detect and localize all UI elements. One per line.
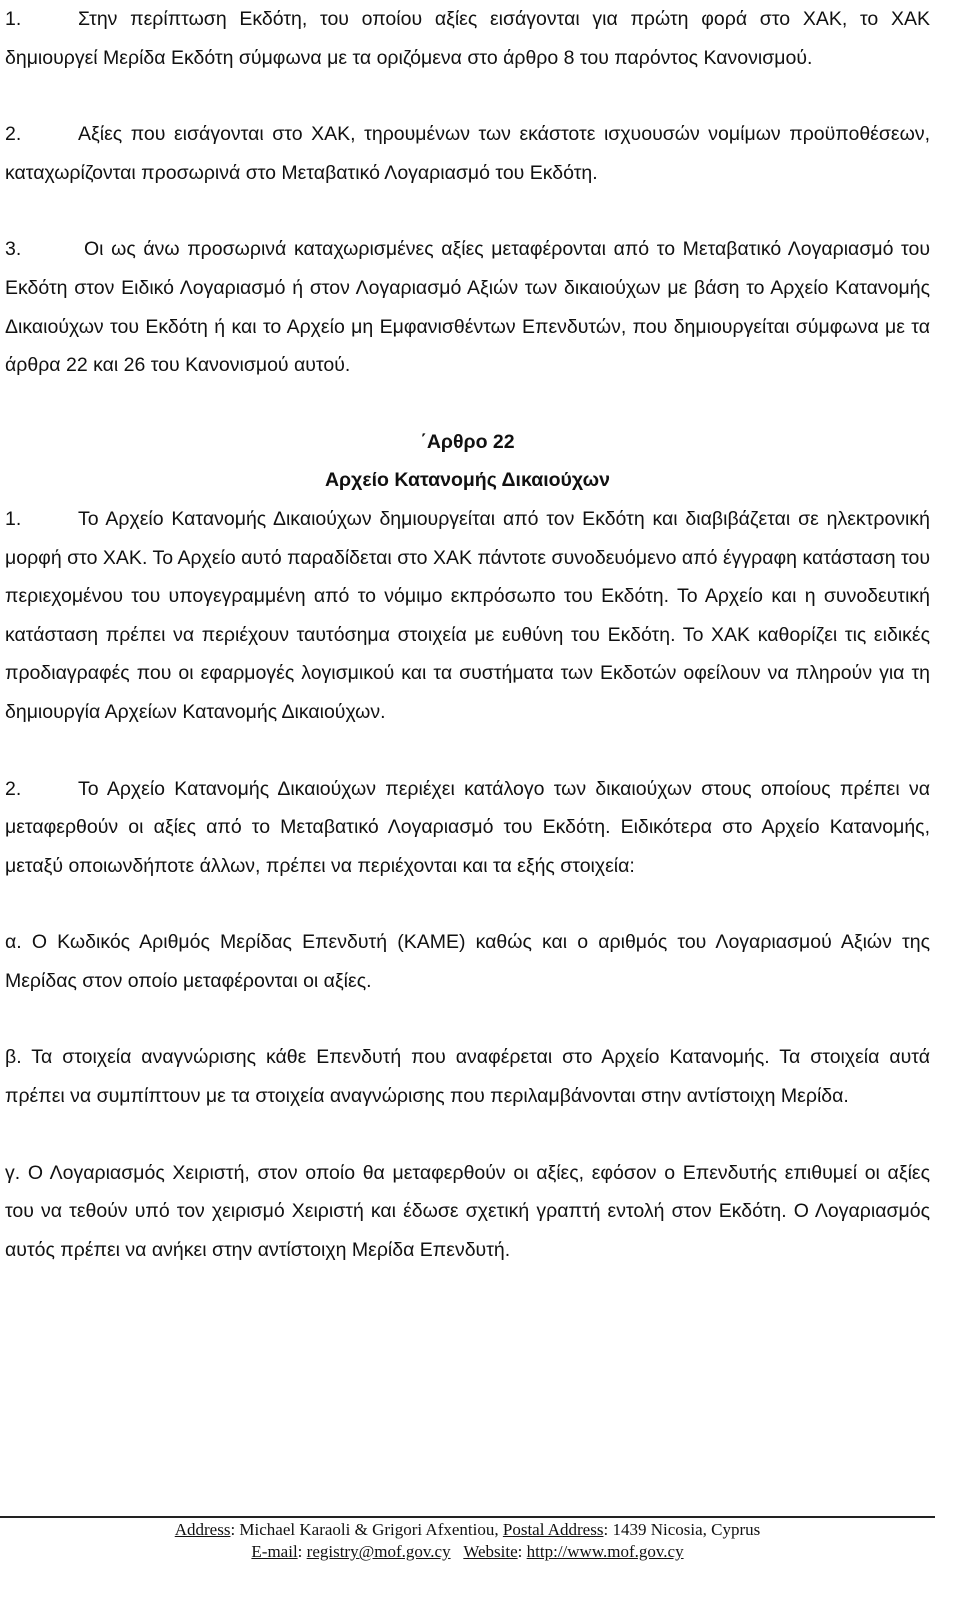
website-link[interactable]: http://www.mof.gov.cy xyxy=(526,1542,684,1561)
website-label: Website xyxy=(463,1542,518,1561)
paragraph-number: 1. xyxy=(5,507,22,530)
list-item-b: β. Τα στοιχεία αναγνώρισης κάθε Επενδυτή που αναφέρεται στο Αρχείο Κατανομής. Τα στοιχεία αυτά πρέπει να συμπίπτουν με τα στοιχεία αναγνώρισης που περιλαμβάνονται στην αντίστοιχη Μερίδα. xyxy=(5,1046,930,1108)
address-value: : Michael Karaoli & Grigori Afxentiou, xyxy=(230,1520,503,1539)
postal-address-value: : 1439 Nicosia, Cyprus xyxy=(603,1520,761,1539)
paragraph-text: Στην περίπτωση Εκδότη, του οποίου αξίες εισάγονται για πρώτη φορά στο ΧΑΚ, το ΧΑΚ δημιουργεί Μερίδα Εκδότη σύμφωνα με τα οριζόμενα στο άρθρο 8 του παρόντος Κανονισμού. xyxy=(5,8,930,69)
footer-divider xyxy=(0,1516,935,1518)
email-separator: : xyxy=(297,1542,307,1561)
paragraph-2 xyxy=(5,115,930,192)
paragraph-text: Οι ως άνω προσωρινά καταχωρισμένες αξίες μεταφέρονται από το Μεταβατικό Λογαριασμό του Εκδότη στον Ειδικό Λογαριασμό ή στον Λογαριασμό Αξιών των δικαιούχων με βάση το Αρχείο Κατανομής Δικαιούχων του Εκδότη ή και το Αρχείο μη Εμφανισθέντων Επενδυτών, που δημιουργείται σύμφωνα με τα άρθρα 22 και 26 του Κανονισμού αυτού. xyxy=(5,238,930,377)
list-item-c: γ. Ο Λογαριασμός Χειριστή, στον οποίο θα μεταφερθούν οι αξίες, εφόσον ο Επενδυτής επιθυμεί οι αξίες του να τεθούν υπό τον χειρισμό Χειριστή και έδωσε σχετική γραπτή εντολή στον Εκδότη. Ο Λογαριασμός αυτός πρέπει να ανήκει στην αντίστοιχη Μερίδα Επενδυτή. xyxy=(5,1161,930,1261)
paragraph-number: 2. xyxy=(5,123,22,146)
footer-address-line xyxy=(0,1519,935,1541)
email-label: E-mail xyxy=(251,1542,298,1561)
website-separator: : xyxy=(517,1542,527,1561)
footer-contact-line xyxy=(0,1541,935,1563)
paragraph-number: 2. xyxy=(5,777,22,800)
paragraph-1 xyxy=(5,0,930,77)
list-item-a: α. Ο Κωδικός Αριθμός Μερίδας Επενδυτή (ΚΑΜΕ) καθώς και ο αριθμός του Λογαριασμού Αξιών της Μερίδας στον οποίο μεταφέρονται οι αξίες. xyxy=(5,931,930,992)
address-label: Address xyxy=(174,1520,231,1539)
document-body xyxy=(5,0,930,1269)
paragraph-number: 3. xyxy=(5,238,22,261)
paragraph-text: Το Αρχείο Κατανομής Δικαιούχων δημιουργείται από τον Εκδότη και διαβιβάζεται σε ηλεκτρονική μορφή στο ΧΑΚ. Το Αρχείο αυτό παραδίδεται στο ΧΑΚ πάντοτε συνοδευόμενο από έγγραφη κατάσταση του περιεχομένου του υπογεγραμμένη από το νόμιμο εκπρόσωπο του Εκδότη. Το Αρχείο και η συνοδευτική κατάσταση πρέπει να περιέχουν ταυτόσημα στοιχεία με ευθύνη του Εκδότη. Το ΧΑΚ καθορίζει τις ειδικές προδιαγραφές που οι εφαρμογές λογισμικού και τα συστήματα των Εκδοτών οφείλουν να πληρούν για τη δημιουργία Αρχείων Κατανομής Δικαιούχων. xyxy=(5,507,930,723)
paragraph-text: Αξίες που εισάγονται στο ΧΑΚ, τηρουμένων των εκάστοτε ισχυουσών νομίμων προϋποθέσεων, καταχωρίζονται προσωρινά στο Μεταβατικό Λογαριασμό του Εκδότη. xyxy=(5,123,930,184)
article-paragraph-1 xyxy=(5,500,930,732)
article-title: ΄Αρθρο 22 xyxy=(420,430,515,453)
paragraph-text: Το Αρχείο Κατανομής Δικαιούχων περιέχει κατάλογο των δικαιούχων στους οποίους πρέπει να μεταφερθούν οι αξίες από το Μεταβατικό Λογαριασμό του Εκδότη. Ειδικότερα στο Αρχείο Κατανομής, μεταξύ οποιωνδήποτε άλλων, πρέπει να περιέχονται και τα εξής στοιχεία: xyxy=(5,777,930,877)
article-paragraph-2 xyxy=(5,770,930,886)
email-link[interactable]: registry@mof.gov.cy xyxy=(306,1542,451,1561)
postal-address-label: Postal Address xyxy=(502,1520,604,1539)
paragraph-number: 1. xyxy=(5,8,22,30)
page-footer xyxy=(0,1519,935,1563)
article-subtitle: Αρχείο Κατανομής Δικαιούχων xyxy=(324,469,611,492)
paragraph-3 xyxy=(5,230,930,384)
